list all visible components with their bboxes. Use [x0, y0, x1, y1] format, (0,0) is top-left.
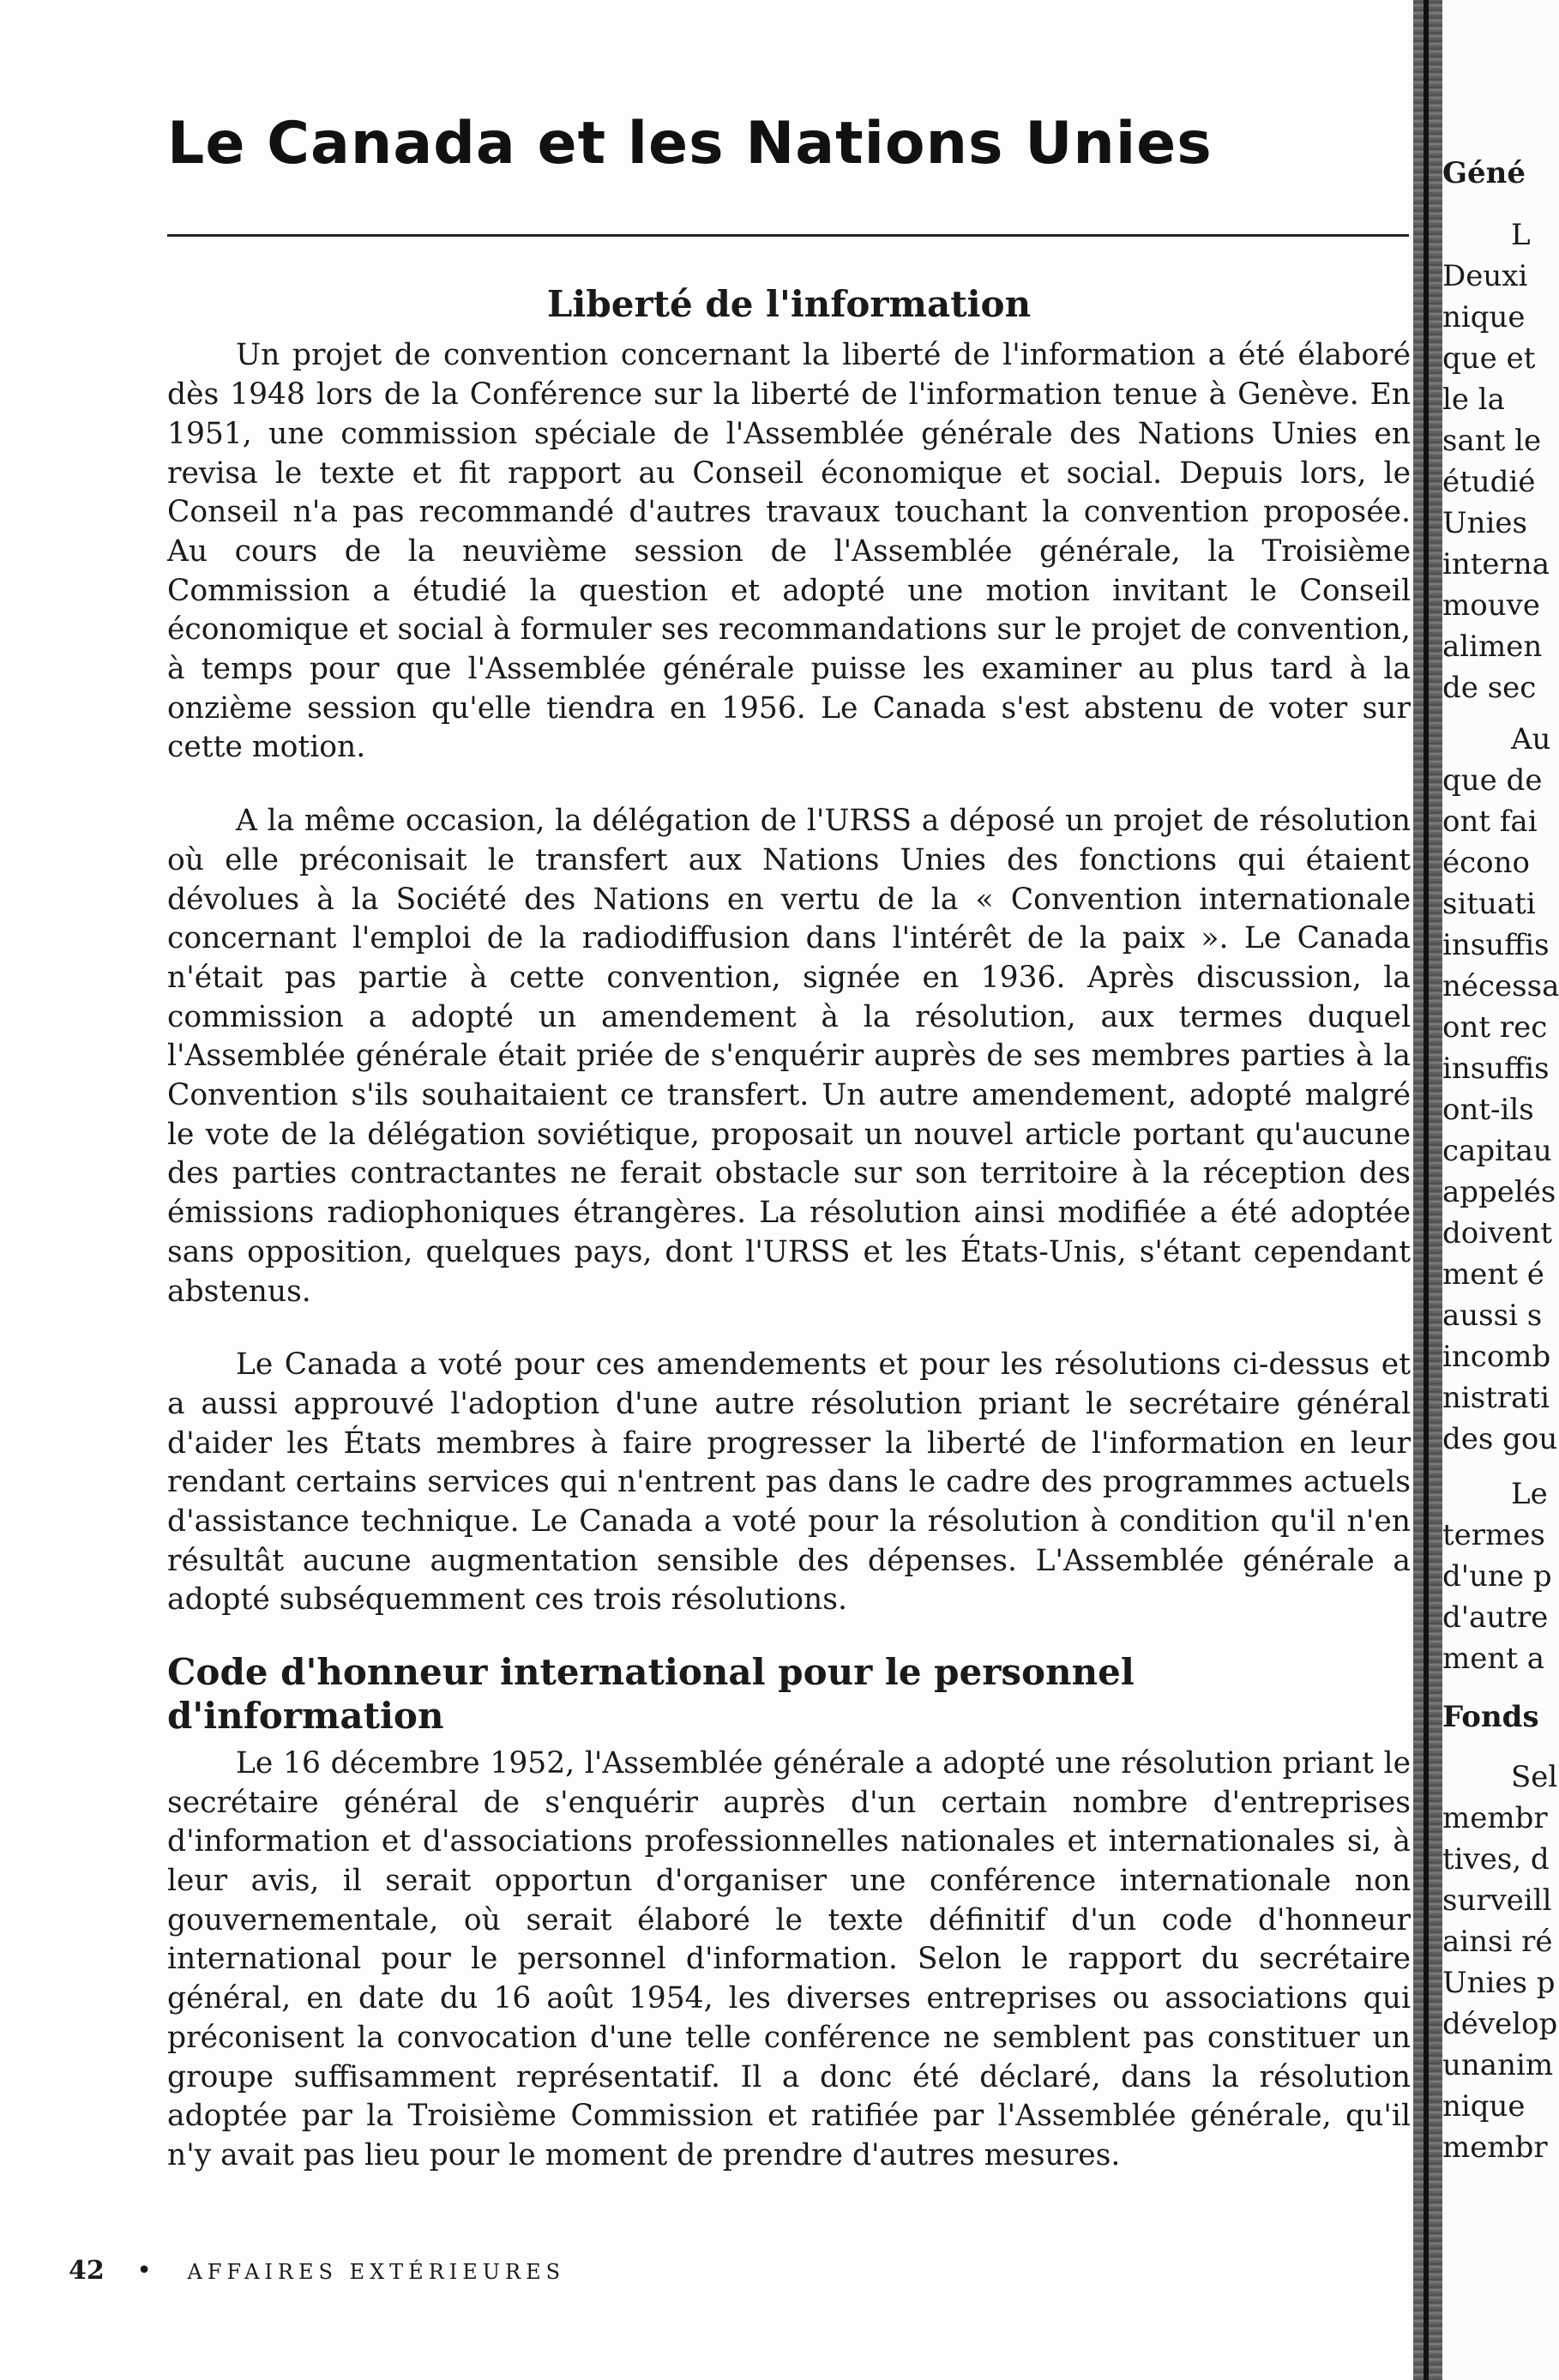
- adjacent-line: écono: [1442, 846, 1530, 880]
- adjacent-line: d'autre: [1442, 1600, 1549, 1635]
- footer-separator: •: [136, 2256, 155, 2286]
- adjacent-line: Au: [1511, 722, 1551, 756]
- adjacent-line: capitau: [1442, 1134, 1552, 1168]
- adjacent-line: ont rec: [1442, 1010, 1548, 1045]
- section-title-liberte: Liberté de l'information: [546, 283, 1032, 325]
- adjacent-line: Fonds: [1442, 1700, 1539, 1734]
- adjacent-line: Deuxi: [1442, 259, 1528, 293]
- adjacent-line: nistrati: [1442, 1381, 1550, 1415]
- adjacent-line: Unies p: [1442, 1966, 1556, 2000]
- adjacent-line: mouve: [1442, 588, 1540, 623]
- adjacent-line: ment a: [1442, 1642, 1544, 1676]
- adjacent-line: de sec: [1442, 671, 1537, 705]
- adjacent-line: nique: [1442, 300, 1526, 334]
- adjacent-line: Unies: [1442, 506, 1527, 540]
- page-header-title: Le Canada et les Nations Unies: [167, 110, 1213, 178]
- paragraph: Le Canada a voté pour ces amendements et pour les résolutions ci-dessus et a aussi approuvé l'adoption d'une autre résolution priant le secrétaire général d'aider les États membres à faire progresser la liberté de l'information en leur rendant certains services qui n'entrent pas dans le cadre des programmes actuels d'assistance technique. Le Canada a voté pour la résolution à condition qu'il n'en résultât aucune augmentation sensible des dépenses. L'Assemblée générale a adopté subséquemment ces trois résolutions.: [167, 1347, 1411, 1618]
- adjacent-line: ainsi ré: [1442, 1925, 1553, 1959]
- adjacent-line: d'une p: [1442, 1559, 1552, 1594]
- page-number: 42: [69, 2256, 105, 2286]
- adjacent-line: unanim: [1442, 2048, 1554, 2082]
- adjacent-line: insuffis: [1442, 928, 1550, 962]
- gutter-edge: [1424, 0, 1429, 2380]
- adjacent-line: surveill: [1442, 1883, 1552, 1918]
- adjacent-line: des gou: [1442, 1422, 1558, 1456]
- adjacent-line: que de: [1442, 763, 1543, 798]
- adjacent-line: Géné: [1442, 156, 1526, 190]
- paragraph: A la même occasion, la délégation de l'URSS a déposé un projet de résolution où elle préconisait le transfert aux Nations Unies des fonctions qui étaient dévolues à la Société des Nations en vertu de la « Convention internationale concernant l'emploi de la radiodiffusion dans l'intérêt de la paix ». Le Canada n'était pas partie à cette convention, signée en 1936. Après discussion, la commission a adopté un amendement à la résolution, aux termes duquel l'Assemblée générale était priée de s'enquérir auprès de ses membres parties à la Convention s'ils souhaitaient ce transfert. Un autre amendement, adopté malgré le vote de la délégation soviétique, proposait un nouvel article portant qu'aucune des parties contractantes ne ferait obstacle sur son territoire à la réception des émissions radiophoniques étrangères. La résolution ainsi modifiée a été adoptée sans opposition, quelques pays, dont l'URSS et les États-Unis, s'étant cependant abstenus.: [167, 804, 1411, 1309]
- main-column: [167, 283, 1411, 2176]
- adjacent-line: dévelop: [1442, 2007, 1558, 2041]
- header-rule: [167, 234, 1409, 237]
- page-footer: [69, 2256, 565, 2286]
- adjacent-page-fragment: [1442, 0, 1559, 2380]
- adjacent-line: insuffis: [1442, 1051, 1550, 1086]
- adjacent-line: Le: [1511, 1477, 1548, 1511]
- adjacent-line: sant le: [1442, 424, 1542, 458]
- adjacent-line: nique: [1442, 2089, 1526, 2124]
- adjacent-line: incomb: [1442, 1340, 1551, 1374]
- adjacent-line: situati: [1442, 887, 1536, 921]
- paragraph: Le 16 décembre 1952, l'Assemblée générale a adopté une résolution priant le secrétaire général de s'enquérir auprès d'un certain nombre d'entreprises d'information et d'associations professionnelles nationales et internationales si, à leur avis, il serait opportun d'organiser une conférence internationale non gouvernementale, où serait élaboré le texte définitif d'un code d'honneur international pour le personnel d'information. Selon le rapport du secrétaire général, en date du 16 août 1954, les diverses entreprises ou associations qui préconisent la convocation d'une telle conférence ne semblent pas constituer un groupe suffisamment représentatif. Il a donc été déclaré, dans la résolution adoptée par la Troisième Commission et ratifiée par l'Assemblée générale, qu'il n'y avait pas lieu pour le moment de prendre d'autres mesures.: [167, 1745, 1411, 2172]
- adjacent-line: ont-ils: [1442, 1093, 1534, 1127]
- adjacent-line: tives, d: [1442, 1842, 1550, 1877]
- paragraph: Un projet de convention concernant la liberté de l'information a été élaboré dès 1948 lors de la Conférence sur la liberté de l'information tenue à Genève. En 1951, une commission spéciale de l'Assemblée générale des Nations Unies en revisa le texte et fit rapport au Conseil économique et social. Depuis lors, le Conseil n'a pas recommandé d'autres travaux touchant la convention proposée. Au cours de la neuvième session de l'Assemblée générale, la Troisième Commission a étudié la question et adopté une motion invitant le Conseil économique et social à formuler ses recommandations sur le projet de convention, à temps pour que l'Assemblée générale puisse les examiner au plus tard à la onzième session qu'elle tiendra en 1956. Le Canada s'est abstenu de voter sur cette motion.: [167, 338, 1411, 765]
- adjacent-line: ment é: [1442, 1257, 1544, 1292]
- adjacent-line: membr: [1442, 2130, 1548, 2165]
- adjacent-line: interna: [1442, 547, 1550, 581]
- adjacent-line: nécessa: [1442, 969, 1559, 1003]
- adjacent-line: Sel: [1511, 1760, 1558, 1794]
- adjacent-line: que et: [1442, 341, 1536, 376]
- adjacent-line: doivent: [1442, 1216, 1552, 1250]
- adjacent-line: alimen: [1442, 630, 1543, 664]
- section-title-code-honneur: Code d'honneur international pour le personnel d'information: [167, 1651, 1135, 1737]
- adjacent-line: aussi s: [1442, 1298, 1543, 1333]
- publication-name: AFFAIRES EXTÉRIEURES: [187, 2260, 566, 2284]
- adjacent-line: ont fai: [1442, 804, 1538, 839]
- adjacent-line: membr: [1442, 1801, 1548, 1835]
- adjacent-line: termes: [1442, 1518, 1545, 1552]
- adjacent-line: L: [1511, 218, 1531, 252]
- adjacent-line: le la: [1442, 383, 1505, 417]
- adjacent-line: étudié: [1442, 465, 1536, 499]
- adjacent-line: appelés: [1442, 1175, 1556, 1209]
